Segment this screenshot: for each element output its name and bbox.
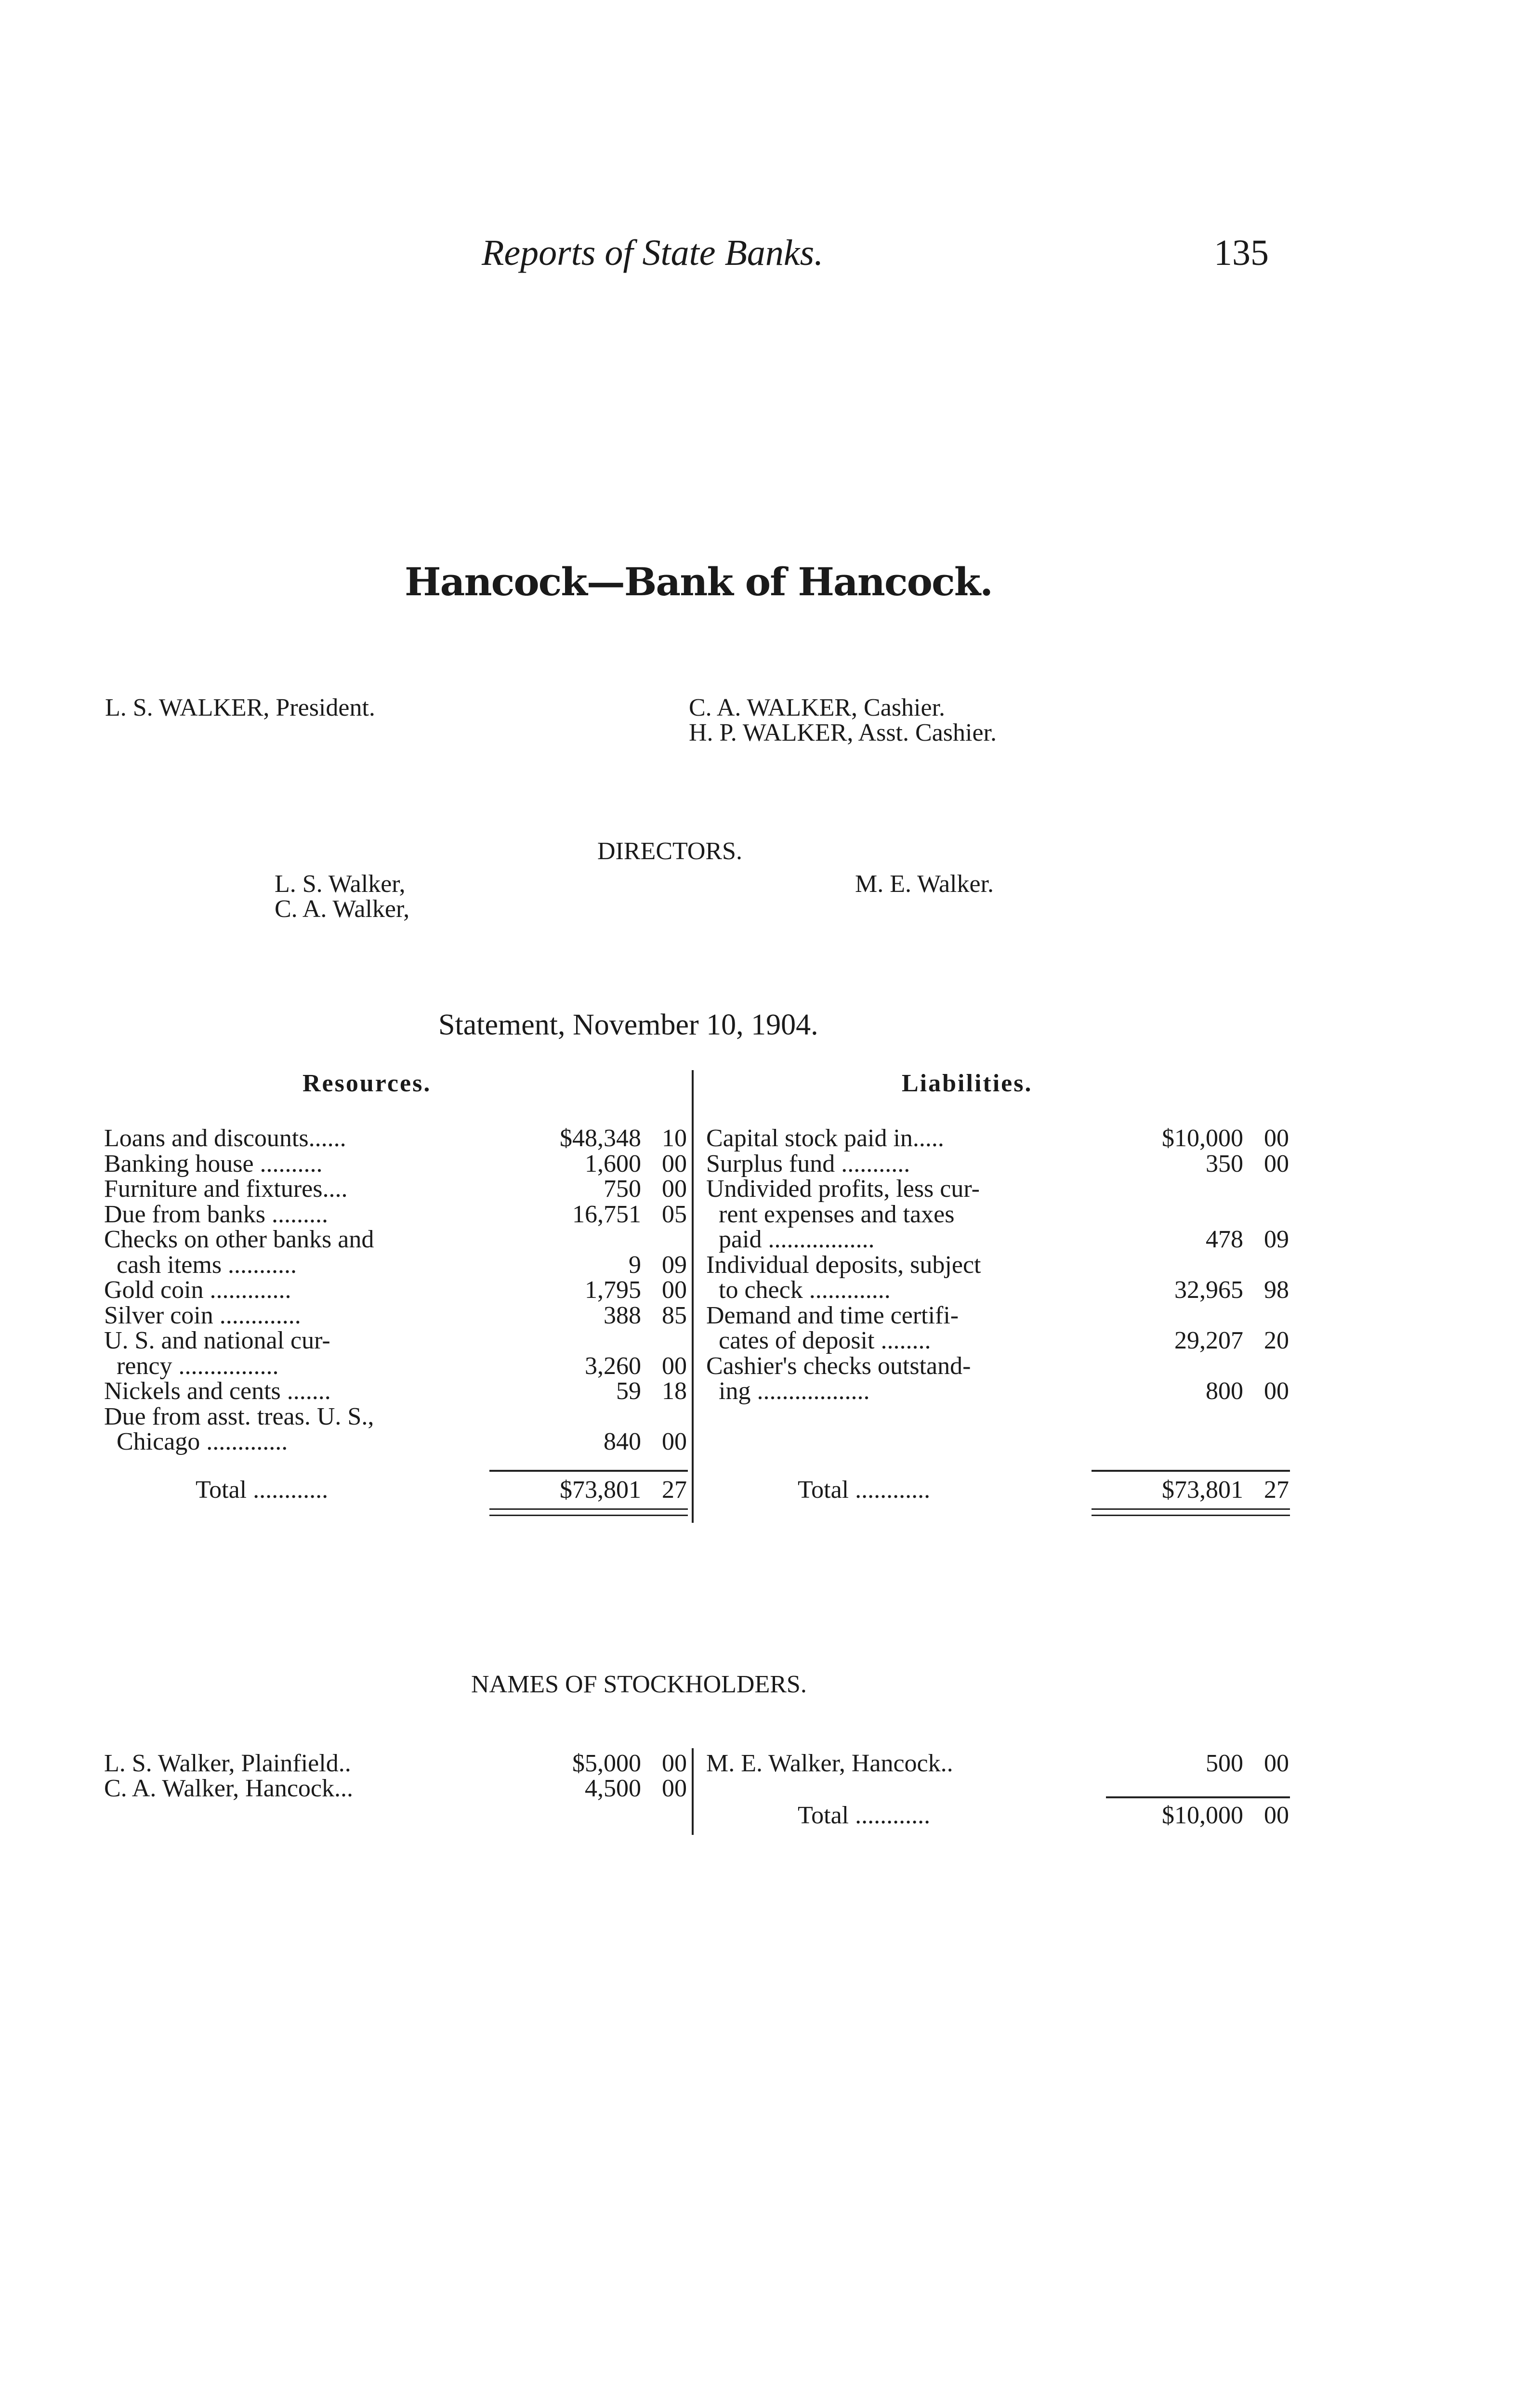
total-double-rule xyxy=(489,1508,688,1516)
row-label: cash items ........... xyxy=(104,1251,297,1279)
director-name: C. A. Walker, xyxy=(275,895,410,923)
liabilities-table xyxy=(706,1125,1289,1462)
table-row xyxy=(104,1150,687,1178)
table-row xyxy=(706,1276,1289,1304)
table-row xyxy=(706,1750,1289,1777)
row-cents: 18 xyxy=(662,1377,687,1405)
row-label: C. A. Walker, Hancock... xyxy=(104,1775,353,1802)
row-dollars: 3,260 xyxy=(585,1352,641,1380)
resources-table xyxy=(104,1125,687,1462)
row-cents: 00 xyxy=(662,1750,687,1777)
resources-heading: Resources. xyxy=(303,1070,432,1097)
row-dollars: 750 xyxy=(604,1175,641,1203)
row-cents: 00 xyxy=(662,1428,687,1455)
liabilities-heading: Liabilities. xyxy=(902,1070,1033,1097)
stockholders-divider xyxy=(692,1748,694,1835)
total-label: Total ............ xyxy=(196,1477,329,1504)
total-double-rule xyxy=(1092,1508,1290,1516)
table-row xyxy=(706,1302,1284,1329)
row-cents: 09 xyxy=(1264,1226,1289,1253)
row-label: cates of deposit ........ xyxy=(706,1327,931,1354)
row-label: Furniture and fixtures.... xyxy=(104,1176,348,1203)
row-dollars: 59 xyxy=(616,1377,641,1405)
table-row xyxy=(706,1353,1284,1380)
row-label: Undivided profits, less cur- xyxy=(706,1176,980,1203)
table-row xyxy=(706,1327,1289,1354)
row-label: Surplus fund ........... xyxy=(706,1150,910,1178)
table-row xyxy=(104,1175,687,1203)
row-label: Demand and time certifi- xyxy=(706,1302,959,1329)
row-cents: 00 xyxy=(1264,1125,1289,1152)
statement-title: Statement, November 10, 1904. xyxy=(438,1008,818,1041)
table-row xyxy=(104,1251,687,1279)
row-cents: 00 xyxy=(1264,1377,1289,1405)
table-row xyxy=(104,1125,687,1152)
row-label: Chicago ............. xyxy=(104,1428,288,1455)
total-rule xyxy=(489,1470,688,1472)
stockholders-left xyxy=(104,1750,687,1818)
row-dollars: 29,207 xyxy=(1174,1327,1243,1354)
table-row xyxy=(706,1125,1289,1152)
table-row xyxy=(104,1377,687,1405)
total-label: Total ............ xyxy=(798,1477,931,1504)
row-label: paid ................. xyxy=(706,1226,875,1253)
row-label: Silver coin ............. xyxy=(104,1302,301,1329)
page-number: 135 xyxy=(1214,233,1269,273)
column-divider xyxy=(692,1070,694,1523)
cashier-line: C. A. WALKER, Cashier. xyxy=(689,694,946,721)
row-dollars: $10,000 xyxy=(1162,1125,1243,1152)
row-label: rent expenses and taxes xyxy=(706,1201,955,1228)
table-row xyxy=(104,1403,682,1430)
row-cents: 00 xyxy=(662,1775,687,1802)
table-row xyxy=(104,1775,687,1802)
row-cents: 00 xyxy=(1264,1750,1289,1777)
stockholders-right xyxy=(706,1750,1289,1789)
row-label: Due from asst. treas. U. S., xyxy=(104,1403,374,1430)
row-dollars: 1,795 xyxy=(585,1276,641,1304)
stockholders-total-row xyxy=(706,1802,1289,1831)
row-cents: 00 xyxy=(662,1276,687,1304)
table-row xyxy=(104,1200,687,1228)
table-row xyxy=(706,1201,1284,1228)
row-dollars: 500 xyxy=(1206,1750,1243,1777)
row-cents: 85 xyxy=(662,1301,687,1329)
row-dollars: 800 xyxy=(1206,1377,1243,1405)
row-cents: 10 xyxy=(662,1125,687,1152)
total-cents: 27 xyxy=(662,1476,687,1504)
president-line: L. S. WALKER, President. xyxy=(105,694,375,721)
row-dollars: 1,600 xyxy=(585,1150,641,1178)
row-cents: 00 xyxy=(662,1352,687,1380)
row-label: to check ............. xyxy=(706,1277,891,1304)
row-cents: 00 xyxy=(1264,1150,1289,1178)
row-label: Checks on other banks and xyxy=(104,1226,374,1253)
table-row xyxy=(706,1150,1289,1178)
row-cents: 00 xyxy=(662,1150,687,1178)
total-cents: 00 xyxy=(1264,1802,1289,1829)
table-row xyxy=(104,1276,687,1304)
table-row xyxy=(104,1428,687,1455)
liabilities-total-row xyxy=(706,1476,1289,1505)
row-label: ing .................. xyxy=(706,1378,870,1405)
asst-cashier-line: H. P. WALKER, Asst. Cashier. xyxy=(689,719,997,746)
total-dollars: $73,801 xyxy=(560,1476,641,1504)
row-dollars: $48,348 xyxy=(560,1125,641,1152)
stockholders-heading: NAMES OF STOCKHOLDERS. xyxy=(471,1671,807,1698)
total-cents: 27 xyxy=(1264,1476,1289,1504)
row-label: rency ................ xyxy=(104,1352,279,1380)
row-label: Banking house .......... xyxy=(104,1150,323,1178)
running-header-title: Reports of State Banks. xyxy=(482,233,824,273)
table-row xyxy=(104,1750,687,1777)
row-label: Individual deposits, subject xyxy=(706,1251,981,1279)
director-name: L. S. Walker, xyxy=(275,870,406,898)
row-label: U. S. and national cur- xyxy=(104,1327,330,1354)
total-dollars: $10,000 xyxy=(1162,1802,1243,1829)
row-label: Nickels and cents ....... xyxy=(104,1378,331,1405)
director-name: M. E. Walker. xyxy=(855,870,994,898)
table-row xyxy=(104,1352,687,1380)
row-dollars: 9 xyxy=(629,1251,641,1279)
row-cents: 00 xyxy=(662,1175,687,1203)
row-label: Capital stock paid in..... xyxy=(706,1125,944,1152)
directors-heading: DIRECTORS. xyxy=(597,838,742,865)
total-rule xyxy=(1092,1470,1290,1472)
row-cents: 20 xyxy=(1264,1327,1289,1354)
row-dollars: 16,751 xyxy=(572,1200,641,1228)
row-dollars: $5,000 xyxy=(572,1750,641,1777)
row-cents: 09 xyxy=(662,1251,687,1279)
row-dollars: 4,500 xyxy=(585,1775,641,1802)
table-row xyxy=(104,1327,682,1354)
total-rule xyxy=(1106,1796,1290,1798)
row-dollars: 350 xyxy=(1206,1150,1243,1178)
table-row xyxy=(706,1252,1284,1279)
row-dollars: 478 xyxy=(1206,1226,1243,1253)
total-dollars: $73,801 xyxy=(1162,1476,1243,1504)
row-cents: 05 xyxy=(662,1200,687,1228)
row-cents: 98 xyxy=(1264,1276,1289,1304)
row-dollars: 32,965 xyxy=(1174,1276,1243,1304)
row-label: Loans and discounts...... xyxy=(104,1125,346,1152)
bank-heading: Hancock—Bank of Hancock. xyxy=(405,559,992,604)
table-row xyxy=(706,1377,1289,1405)
table-row xyxy=(706,1226,1289,1253)
row-label: L. S. Walker, Plainfield.. xyxy=(104,1750,351,1777)
total-label: Total ............ xyxy=(798,1802,931,1829)
table-row xyxy=(104,1301,687,1329)
row-label: Gold coin ............. xyxy=(104,1277,291,1304)
row-label: Due from banks ......... xyxy=(104,1201,329,1228)
table-row xyxy=(104,1226,682,1253)
row-label: M. E. Walker, Hancock.. xyxy=(706,1750,953,1777)
row-dollars: 840 xyxy=(604,1428,641,1455)
table-row xyxy=(706,1176,1284,1203)
resources-total-row xyxy=(104,1476,687,1505)
row-dollars: 388 xyxy=(604,1301,641,1329)
row-label: Cashier's checks outstand- xyxy=(706,1352,971,1380)
